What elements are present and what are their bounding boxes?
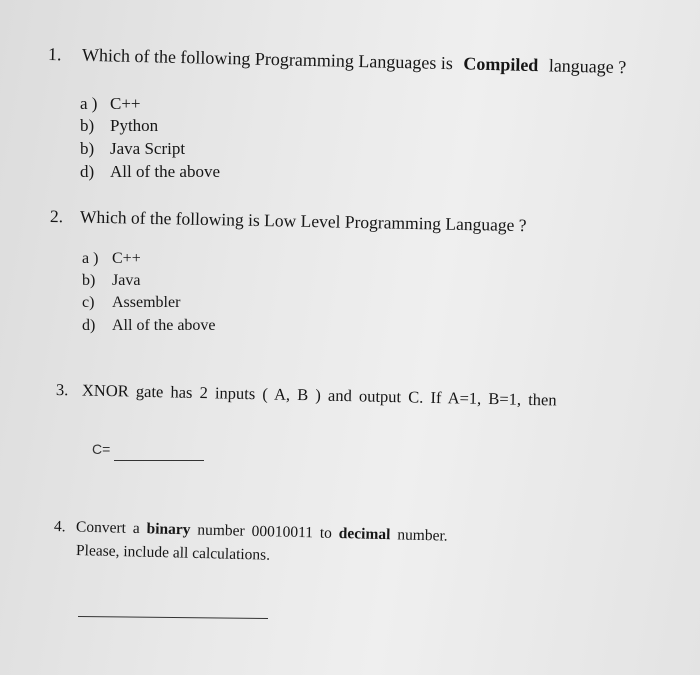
question-number: 2. <box>49 206 64 227</box>
option-letter: a ) <box>82 250 99 267</box>
option-text: All of the above <box>112 317 216 334</box>
question-emphasis: decimal <box>338 524 391 544</box>
answer-blank-line[interactable] <box>78 616 268 619</box>
question-emphasis: binary <box>146 520 191 539</box>
option-2d <box>82 317 216 335</box>
question-number: 1. <box>47 44 62 65</box>
option-text: Java <box>112 272 141 289</box>
question-emphasis: Compiled <box>463 53 539 76</box>
option-2a <box>82 250 141 268</box>
question-text: Convert a <box>75 518 140 538</box>
option-text: Python <box>110 116 159 135</box>
answer-label <box>92 441 110 457</box>
question-4 <box>54 518 448 546</box>
option-letter: a ) <box>80 94 98 113</box>
option-letter: b) <box>80 139 95 158</box>
option-1c <box>80 139 185 159</box>
option-text: C++ <box>112 250 141 267</box>
option-1a <box>80 94 141 114</box>
option-2c <box>82 294 180 312</box>
option-1d <box>80 162 220 182</box>
option-letter: c) <box>82 294 95 311</box>
question-text: number. <box>397 526 448 545</box>
question-number: 4. <box>53 518 66 536</box>
question-4-instructions <box>76 542 271 565</box>
option-letter: d) <box>82 317 96 334</box>
option-1b <box>80 116 158 136</box>
question-text: Which of the following is Low Level Programming Language ? <box>79 206 527 236</box>
question-number: 3. <box>55 380 69 400</box>
question-text: XNOR gate has 2 inputs ( A, B ) and output C. If A=1, B=1, then <box>81 380 557 410</box>
option-letter: b) <box>80 116 95 135</box>
question-1 <box>48 44 627 78</box>
question-3 <box>56 380 557 410</box>
answer-label-text: C= <box>92 441 111 457</box>
option-text: All of the above <box>110 162 220 181</box>
question-text: Which of the following Programming Languages is <box>81 44 454 74</box>
option-letter: b) <box>82 272 96 289</box>
option-letter: d) <box>80 162 95 181</box>
answer-blank-line[interactable] <box>114 460 204 461</box>
option-text: C++ <box>110 94 141 113</box>
instructions-text: Please, include all calculations. <box>75 542 271 564</box>
option-2b <box>82 272 140 290</box>
question-text-end: language ? <box>548 55 627 78</box>
option-text: Assembler <box>112 294 181 311</box>
question-text: number 00010011 to <box>197 521 333 542</box>
question-2 <box>50 206 527 236</box>
option-text: Java Script <box>110 139 186 158</box>
